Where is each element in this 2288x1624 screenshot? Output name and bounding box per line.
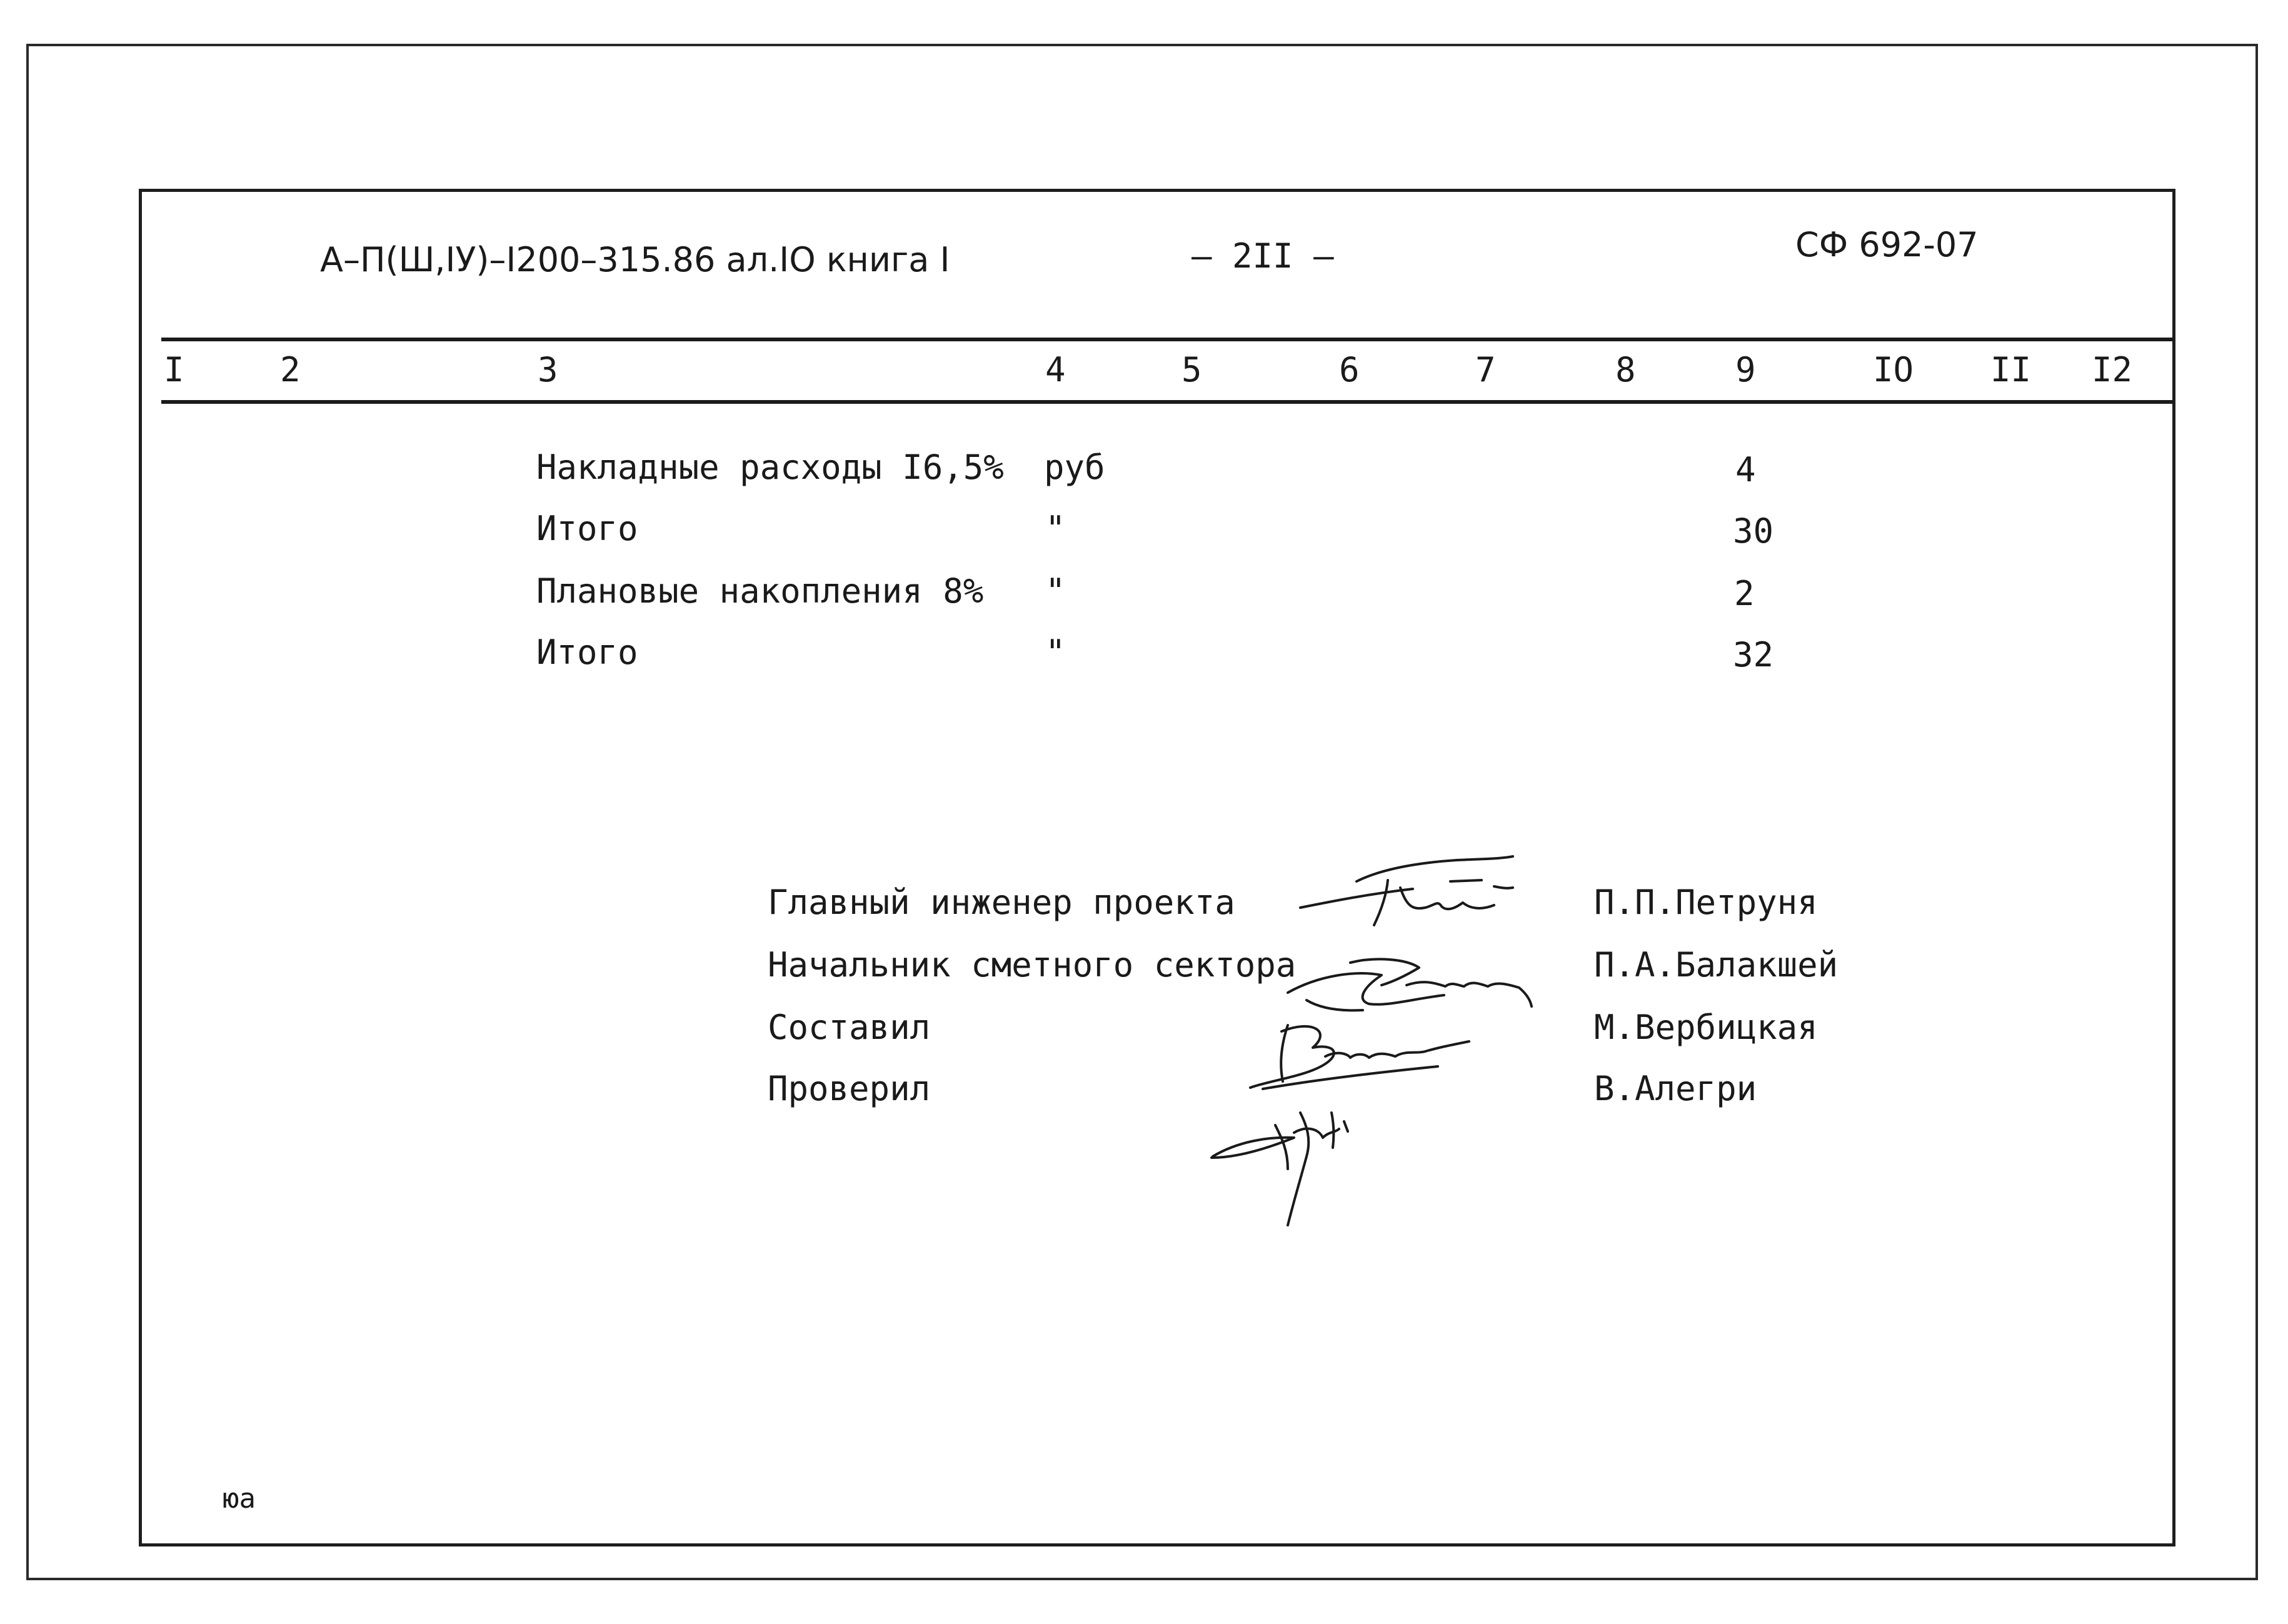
document-frame [139, 189, 2175, 1546]
sheet-code: СФ 692-07 [1795, 225, 1979, 264]
signature-person: П.А.Балакшей [1594, 945, 1839, 985]
column-number: 8 [1615, 350, 1636, 389]
signature-person: В.Алегри [1594, 1069, 1757, 1108]
column-number: 5 [1182, 350, 1202, 389]
column-number: I [164, 350, 184, 389]
signature-role: Главный инженер проекта [768, 883, 1235, 922]
row-name: Накладные расходы I6,5% [536, 448, 1004, 487]
document-code: А–П(Ш,IУ)–I200–315.86 ал.IO книга I [320, 240, 950, 279]
table-top-rule [161, 338, 2173, 341]
row-value: 2 [1734, 574, 1755, 613]
column-number: 4 [1045, 350, 1066, 389]
table-header-rule [161, 400, 2173, 404]
row-name: Итого [536, 633, 638, 672]
row-name: Итого [536, 509, 638, 548]
row-unit: руб [1044, 448, 1105, 487]
row-unit: " [1045, 509, 1066, 548]
signature-person: М.Вербицкая [1594, 1008, 1818, 1047]
column-number: I2 [2092, 350, 2133, 389]
row-value: 32 [1733, 635, 1774, 674]
footer-stamp: юа [223, 1483, 256, 1515]
row-value: 4 [1735, 450, 1756, 489]
row-unit: " [1045, 633, 1066, 672]
column-number: 3 [538, 350, 558, 389]
column-number: II [1990, 350, 2032, 389]
row-unit: " [1045, 571, 1066, 611]
column-number: 6 [1339, 350, 1360, 389]
handwritten-signature [1282, 938, 1544, 1025]
signature-role: Проверил [768, 1069, 931, 1108]
signature-person: П.П.Петруня [1594, 883, 1818, 922]
column-number: 9 [1735, 350, 1756, 389]
signature-role: Начальник сметного сектора [768, 945, 1297, 985]
signature-role: Составил [768, 1008, 931, 1047]
column-number: 2 [280, 350, 301, 389]
column-number: IO [1873, 350, 1914, 389]
column-number: 7 [1475, 350, 1496, 389]
row-value: 30 [1733, 511, 1774, 551]
page-number: – 2II – [1192, 236, 1334, 276]
handwritten-signature [1294, 850, 1532, 938]
row-name: Плановые накопления 8% [536, 571, 984, 611]
handwritten-signature [1200, 1088, 1388, 1238]
